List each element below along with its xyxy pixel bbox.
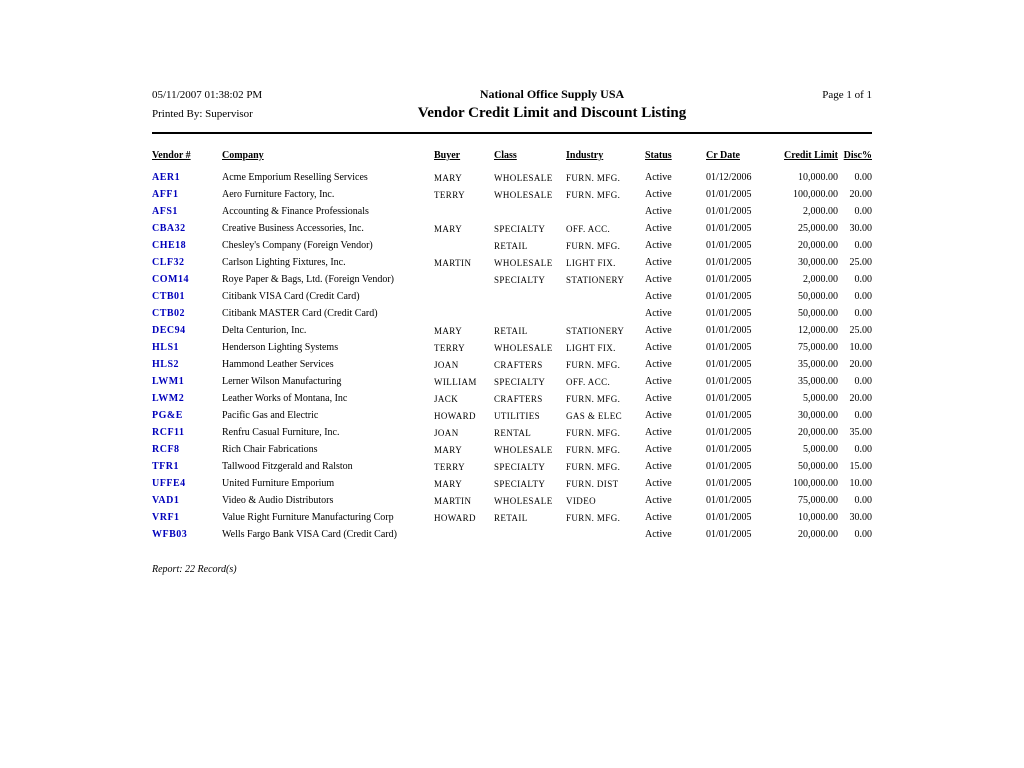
industry-cell (566, 204, 645, 221)
buyer-cell: HOWARD (434, 411, 476, 421)
company-name: National Office Supply USA (479, 87, 625, 101)
company-cell: Tallwood Fitzgerald and Ralston (222, 461, 353, 472)
credit-limit-cell: 12,000.00 (798, 325, 838, 336)
credit-limit-cell: 35,000.00 (798, 359, 838, 370)
column-header: Vendor # (152, 150, 191, 161)
crdate-cell: 01/01/2005 (706, 274, 752, 285)
status-cell: Active (645, 206, 672, 217)
buyer-cell: JOAN (434, 360, 459, 370)
crdate-cell: 01/01/2005 (706, 393, 752, 404)
company-cell: Lerner Wilson Manufacturing (222, 376, 342, 387)
industry-cell: LIGHT FIX. (566, 258, 616, 268)
disc-cell: 25.00 (849, 325, 872, 336)
company-cell: Accounting & Finance Professionals (222, 206, 369, 217)
disc-cell: 0.00 (854, 410, 872, 421)
table-row (152, 476, 872, 493)
company-cell: Carlson Lighting Fixtures, Inc. (222, 257, 346, 268)
company-cell: Rich Chair Fabrications (222, 444, 318, 455)
crdate-cell: 01/01/2005 (706, 291, 752, 302)
credit-limit-cell: 75,000.00 (798, 495, 838, 506)
table-row (152, 357, 872, 374)
vendor-link[interactable]: UFFE4 (152, 478, 186, 489)
buyer-cell: JOAN (434, 428, 459, 438)
class-cell (494, 306, 566, 323)
credit-limit-cell: 2,000.00 (803, 274, 838, 285)
class-cell: CRAFTERS (494, 360, 543, 370)
status-cell: Active (645, 342, 672, 353)
disc-cell: 0.00 (854, 172, 872, 183)
crdate-cell: 01/12/2006 (706, 172, 752, 183)
credit-limit-cell: 100,000.00 (793, 478, 838, 489)
vendor-link[interactable]: CTB02 (152, 308, 186, 319)
table-row (152, 238, 872, 255)
industry-cell (566, 306, 645, 323)
table-row (152, 425, 872, 442)
column-header: Status (645, 150, 672, 161)
crdate-cell: 01/01/2005 (706, 410, 752, 421)
status-cell: Active (645, 461, 672, 472)
vendor-link[interactable]: DEC94 (152, 325, 186, 336)
column-header: Industry (566, 150, 604, 161)
status-cell: Active (645, 223, 672, 234)
table-row (152, 340, 872, 357)
company-cell: Citibank MASTER Card (Credit Card) (222, 308, 378, 319)
status-cell: Active (645, 376, 672, 387)
crdate-cell: 01/01/2005 (706, 529, 752, 540)
status-cell: Active (645, 189, 672, 200)
crdate-cell: 01/01/2005 (706, 342, 752, 353)
buyer-cell (434, 272, 494, 289)
crdate-cell: 01/01/2005 (706, 359, 752, 370)
credit-limit-cell: 75,000.00 (798, 342, 838, 353)
table-row (152, 187, 872, 204)
report-title: Vendor Credit Limit and Discount Listing (417, 105, 687, 121)
buyer-cell: MARY (434, 173, 463, 183)
company-cell: Citibank VISA Card (Credit Card) (222, 291, 360, 302)
table-row (152, 510, 872, 527)
status-cell: Active (645, 512, 672, 523)
vendor-link[interactable]: CHE18 (152, 240, 187, 251)
table-row (152, 255, 872, 272)
credit-limit-cell: 30,000.00 (798, 410, 838, 421)
status-cell: Active (645, 172, 672, 183)
class-cell: WHOLESALE (494, 173, 553, 183)
industry-cell: GAS & ELEC (566, 411, 623, 421)
buyer-cell: MARY (434, 479, 463, 489)
industry-cell: FURN. MFG. (566, 428, 621, 438)
status-cell: Active (645, 427, 672, 438)
column-header: Cr Date (706, 150, 740, 161)
buyer-cell: MARY (434, 224, 463, 234)
class-cell: WHOLESALE (494, 496, 553, 506)
industry-cell: FURN. MFG. (566, 173, 621, 183)
column-header: Class (494, 150, 517, 161)
table-row (152, 527, 872, 544)
table-row (152, 170, 872, 187)
table-row (152, 306, 872, 323)
table-row (152, 272, 872, 289)
disc-cell: 0.00 (854, 308, 872, 319)
credit-limit-cell: 5,000.00 (803, 393, 838, 404)
vendor-link[interactable]: VRF1 (152, 512, 180, 523)
company-cell: United Furniture Emporium (222, 478, 335, 489)
table-row (152, 323, 872, 340)
industry-cell: OFF. ACC. (566, 224, 611, 234)
credit-limit-cell: 50,000.00 (798, 308, 838, 319)
disc-cell: 0.00 (854, 495, 872, 506)
crdate-cell: 01/01/2005 (706, 512, 752, 523)
class-cell (494, 527, 566, 544)
class-cell: WHOLESALE (494, 258, 553, 268)
header-center (342, 86, 762, 124)
industry-cell: LIGHT FIX. (566, 343, 616, 353)
disc-cell: 35.00 (849, 427, 872, 438)
crdate-cell: 01/01/2005 (706, 444, 752, 455)
vendor-link[interactable]: AFS1 (152, 206, 178, 217)
vendor-link[interactable]: CBA32 (152, 223, 186, 234)
table-header-row (152, 138, 872, 170)
industry-cell: STATIONERY (566, 275, 625, 285)
disc-cell: 0.00 (854, 444, 872, 455)
industry-cell: STATIONERY (566, 326, 625, 336)
class-cell: WHOLESALE (494, 343, 553, 353)
disc-cell: 10.00 (849, 478, 872, 489)
buyer-cell: MARTIN (434, 258, 472, 268)
status-cell: Active (645, 257, 672, 268)
credit-limit-cell: 10,000.00 (798, 512, 838, 523)
buyer-cell: TERRY (434, 190, 466, 200)
disc-cell: 30.00 (849, 512, 872, 523)
company-cell: Creative Business Accessories, Inc. (222, 223, 364, 234)
table-body (152, 170, 872, 544)
credit-limit-cell: 2,000.00 (803, 206, 838, 217)
company-cell: Wells Fargo Bank VISA Card (Credit Card) (222, 529, 397, 540)
industry-cell: VIDEO (566, 496, 596, 506)
disc-cell: 0.00 (854, 529, 872, 540)
table-row (152, 459, 872, 476)
vendor-link[interactable]: AFF1 (152, 189, 179, 200)
credit-limit-cell: 20,000.00 (798, 529, 838, 540)
crdate-cell: 01/01/2005 (706, 223, 752, 234)
vendor-link[interactable]: LWM2 (152, 393, 185, 404)
credit-limit-cell: 50,000.00 (798, 461, 838, 472)
table-row (152, 221, 872, 238)
header-left (152, 86, 342, 124)
crdate-cell: 01/01/2005 (706, 308, 752, 319)
status-cell: Active (645, 274, 672, 285)
column-header: Disc% (843, 150, 872, 161)
vendor-link[interactable]: TFR1 (152, 461, 179, 472)
crdate-cell: 01/01/2005 (706, 206, 752, 217)
column-header: Company (222, 150, 264, 161)
class-cell: UTILITIES (494, 411, 541, 421)
industry-cell: FURN. MFG. (566, 360, 621, 370)
column-header: Buyer (434, 150, 461, 161)
disc-cell: 0.00 (854, 376, 872, 387)
report-datetime: 05/11/2007 01:38:02 PM (152, 89, 263, 101)
table-row (152, 391, 872, 408)
vendor-link[interactable]: RCF11 (152, 427, 185, 438)
printed-by: Printed By: Supervisor (152, 108, 253, 120)
credit-limit-cell: 5,000.00 (803, 444, 838, 455)
class-cell: SPECIALTY (494, 377, 546, 387)
status-cell: Active (645, 393, 672, 404)
status-cell: Active (645, 410, 672, 421)
industry-cell: FURN. MFG. (566, 513, 621, 523)
crdate-cell: 01/01/2005 (706, 257, 752, 268)
vendor-table (152, 138, 872, 544)
buyer-cell: TERRY (434, 343, 466, 353)
industry-cell (566, 527, 645, 544)
disc-cell: 0.00 (854, 291, 872, 302)
industry-cell: FURN. MFG. (566, 394, 621, 404)
industry-cell (566, 289, 645, 306)
industry-cell: FURN. MFG. (566, 190, 621, 200)
table-row (152, 204, 872, 221)
class-cell: CRAFTERS (494, 394, 543, 404)
industry-cell: FURN. MFG. (566, 462, 621, 472)
class-cell (494, 204, 566, 221)
disc-cell: 25.00 (849, 257, 872, 268)
credit-limit-cell: 100,000.00 (793, 189, 838, 200)
disc-cell: 0.00 (854, 274, 872, 285)
class-cell: SPECIALTY (494, 462, 546, 472)
credit-limit-cell: 50,000.00 (798, 291, 838, 302)
vendor-link[interactable]: HLS2 (152, 359, 180, 370)
disc-cell: 30.00 (849, 223, 872, 234)
company-cell: Roye Paper & Bags, Ltd. (Foreign Vendor) (222, 274, 395, 285)
table-row (152, 408, 872, 425)
page-indicator: Page 1 of 1 (822, 89, 872, 101)
status-cell: Active (645, 291, 672, 302)
company-cell: Delta Centurion, Inc. (222, 325, 307, 336)
class-cell: WHOLESALE (494, 190, 553, 200)
buyer-cell (434, 306, 494, 323)
buyer-cell: MARTIN (434, 496, 472, 506)
credit-limit-cell: 25,000.00 (798, 223, 838, 234)
class-cell: SPECIALTY (494, 479, 546, 489)
buyer-cell (434, 289, 494, 306)
credit-limit-cell: 20,000.00 (798, 240, 838, 251)
vendor-link[interactable]: VAD1 (152, 495, 180, 506)
class-cell: WHOLESALE (494, 445, 553, 455)
buyer-cell (434, 204, 494, 221)
vendor-link[interactable]: PG&E (152, 410, 183, 421)
company-cell: Henderson Lighting Systems (222, 342, 339, 353)
credit-limit-cell: 20,000.00 (798, 427, 838, 438)
status-cell: Active (645, 495, 672, 506)
disc-cell: 0.00 (854, 206, 872, 217)
vendor-link[interactable]: CLF32 (152, 257, 185, 268)
status-cell: Active (645, 240, 672, 251)
buyer-cell: MARY (434, 445, 463, 455)
buyer-cell: HOWARD (434, 513, 476, 523)
company-cell: Value Right Furniture Manufacturing Corp (222, 512, 394, 523)
report-page (152, 86, 872, 575)
class-cell: SPECIALTY (494, 275, 546, 285)
credit-limit-cell: 35,000.00 (798, 376, 838, 387)
class-cell: SPECIALTY (494, 224, 546, 234)
crdate-cell: 01/01/2005 (706, 189, 752, 200)
class-cell (494, 289, 566, 306)
crdate-cell: 01/01/2005 (706, 461, 752, 472)
vendor-link[interactable]: LWM1 (152, 376, 185, 387)
crdate-cell: 01/01/2005 (706, 478, 752, 489)
column-header: Credit Limit (784, 150, 838, 161)
status-cell: Active (645, 478, 672, 489)
class-cell: RETAIL (494, 326, 528, 336)
disc-cell: 20.00 (849, 359, 872, 370)
buyer-cell: MARY (434, 326, 463, 336)
vendor-link[interactable]: WFB03 (152, 529, 188, 540)
vendor-link[interactable]: AER1 (152, 172, 181, 183)
buyer-cell: WILLIAM (434, 377, 477, 387)
vendor-link[interactable]: RCF8 (152, 444, 180, 455)
buyer-cell: JACK (434, 394, 459, 404)
status-cell: Active (645, 308, 672, 319)
crdate-cell: 01/01/2005 (706, 495, 752, 506)
crdate-cell: 01/01/2005 (706, 376, 752, 387)
table-row (152, 374, 872, 391)
credit-limit-cell: 10,000.00 (798, 172, 838, 183)
industry-cell: FURN. MFG. (566, 445, 621, 455)
vendor-link[interactable]: HLS1 (152, 342, 180, 353)
buyer-cell (434, 238, 494, 255)
class-cell: RETAIL (494, 513, 528, 523)
company-cell: Renfru Casual Furniture, Inc. (222, 427, 340, 438)
table-row (152, 289, 872, 306)
buyer-cell (434, 527, 494, 544)
status-cell: Active (645, 444, 672, 455)
company-cell: Chesley's Company (Foreign Vendor) (222, 240, 373, 251)
vendor-link[interactable]: COM14 (152, 274, 189, 285)
table-row (152, 493, 872, 510)
industry-cell: OFF. ACC. (566, 377, 611, 387)
company-cell: Hammond Leather Services (222, 359, 334, 370)
company-cell: Pacific Gas and Electric (222, 410, 319, 421)
record-count: Report: 22 Record(s) (152, 564, 237, 575)
status-cell: Active (645, 529, 672, 540)
disc-cell: 10.00 (849, 342, 872, 353)
disc-cell: 0.00 (854, 240, 872, 251)
class-cell: RENTAL (494, 428, 532, 438)
disc-cell: 20.00 (849, 189, 872, 200)
class-cell: RETAIL (494, 241, 528, 251)
industry-cell: FURN. DIST (566, 479, 619, 489)
disc-cell: 20.00 (849, 393, 872, 404)
company-cell: Video & Audio Distributors (222, 495, 334, 506)
crdate-cell: 01/01/2005 (706, 325, 752, 336)
vendor-link[interactable]: CTB01 (152, 291, 186, 302)
crdate-cell: 01/01/2005 (706, 427, 752, 438)
status-cell: Active (645, 359, 672, 370)
table-row (152, 442, 872, 459)
company-cell: Aero Furniture Factory, Inc. (222, 189, 335, 200)
company-cell: Leather Works of Montana, Inc (222, 393, 348, 404)
company-cell: Acme Emporium Reselling Services (222, 172, 368, 183)
status-cell: Active (645, 325, 672, 336)
buyer-cell: TERRY (434, 462, 466, 472)
disc-cell: 15.00 (849, 461, 872, 472)
industry-cell: FURN. MFG. (566, 241, 621, 251)
credit-limit-cell: 30,000.00 (798, 257, 838, 268)
report-header (152, 86, 872, 134)
crdate-cell: 01/01/2005 (706, 240, 752, 251)
